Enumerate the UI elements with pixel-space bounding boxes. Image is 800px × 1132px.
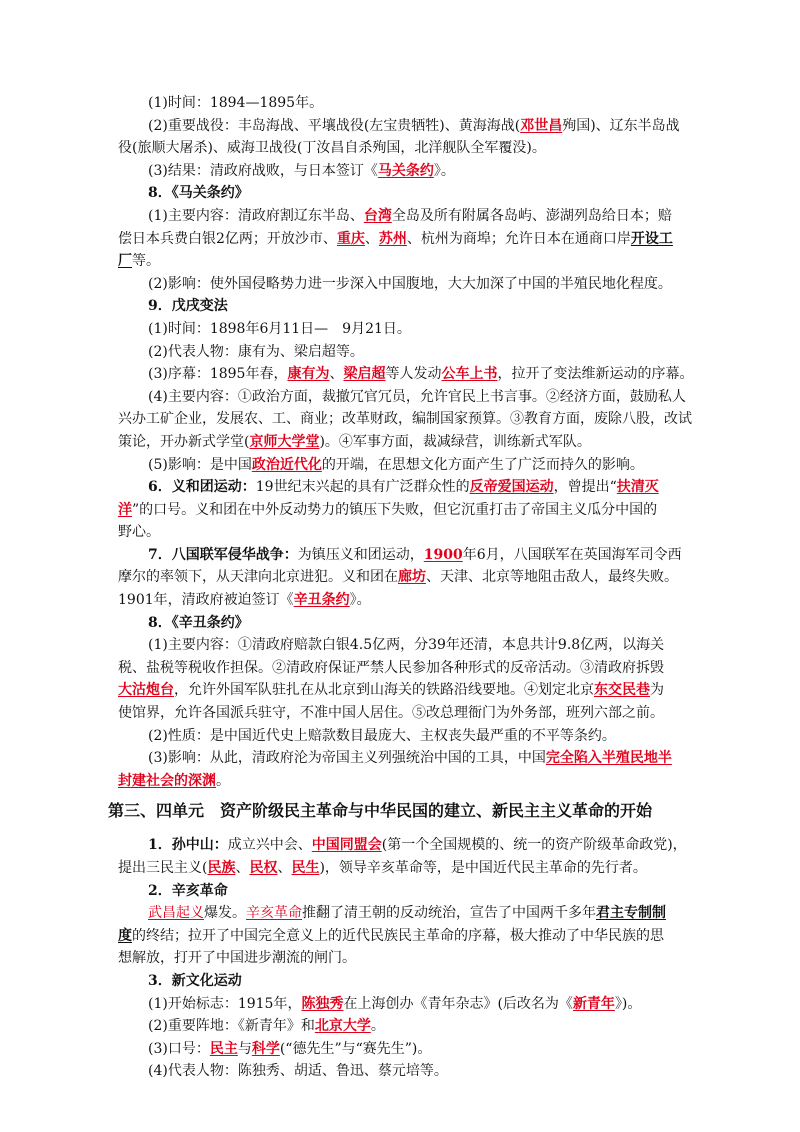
text-segment: 、 — [364, 230, 379, 247]
heading-text: 6．义和团运动： — [148, 479, 256, 496]
text-line — [118, 1038, 718, 1061]
key-term: 苏州 — [378, 230, 407, 247]
text-segment: (“德先生”与“赛先生”)。 — [279, 1040, 432, 1057]
text-line — [118, 589, 718, 612]
text-segment: (1)时间：1894—1895年。 — [148, 95, 324, 111]
text-segment: 19世纪末兴起的具有广泛群众性的 — [255, 479, 470, 496]
text-line — [118, 1060, 718, 1083]
heading-text: 9．戊戌变法 — [148, 298, 228, 315]
text-segment: (3)结果：清政府战败，与日本签订《 — [148, 162, 378, 179]
text-segment: ，允许外国军队驻扎在从北京到山海关的铁路沿线要地。④划定北京 — [174, 682, 594, 699]
text-segment: ”的口号。义和团在中外反动势力的镇压下失败，但它沉重打击了帝国主义瓜分中国的 — [132, 501, 658, 518]
text-segment: (5)影响：是中国 — [148, 456, 252, 473]
text-line — [118, 902, 718, 925]
text-line — [118, 386, 718, 409]
key-term: 武昌起义 — [148, 905, 204, 922]
text-line — [118, 947, 718, 970]
key-term: 洋 — [118, 501, 132, 518]
text-segment: ，拉开了变法维新运动的序幕。 — [497, 366, 694, 383]
text-segment: (3)口号： — [148, 1040, 210, 1057]
text-line — [118, 566, 718, 589]
text-line — [118, 182, 718, 205]
text-segment: (3)序幕：1895年春， — [148, 366, 288, 383]
text-segment: 役(旅顺大屠杀)、威海卫战役(丁汝昌自杀殉国，北洋舰队全军覆没)。 — [118, 140, 546, 157]
text-segment: 兴办工矿企业，发展农、工、商业；改革财政，编制国家预算。③教育方面，废除八股，改试 — [118, 411, 692, 428]
text-segment: (1)开始标志：1915年， — [148, 995, 302, 1012]
key-term: 康有为 — [287, 366, 330, 383]
text-line — [118, 634, 718, 657]
key-term: 1900 — [423, 546, 463, 563]
text-line — [118, 970, 718, 993]
text-segment: 爆发。 — [204, 905, 246, 922]
key-term: 民主 — [209, 1040, 238, 1057]
text-segment: 为镇压义和团运动， — [297, 546, 424, 563]
unit-heading: 第三、四单元 资产阶级民主革命与中华民国的建立、新民主主义革命的开始 — [108, 801, 653, 821]
text-segment: (1)主要内容：清政府割辽东半岛、 — [148, 207, 364, 224]
text-segment: 》)。 — [614, 995, 642, 1012]
key-term: 扶清灭 — [616, 479, 659, 496]
key-term: 台湾 — [363, 207, 392, 224]
heading-text: 8．《辛丑条约》 — [148, 614, 249, 631]
text-segment: 推翻了清王朝的反动统治，宣告了中国两千多年 — [302, 905, 596, 922]
heading-text: 8．《马关条约》 — [148, 185, 249, 202]
text-segment: 》。 — [349, 592, 371, 609]
text-segment: 使馆界，允许各国派兵驻守，不准中国人居住。⑤改总理衙门为外务部，班列六部之前。 — [118, 705, 664, 722]
text-segment: 与 — [237, 1040, 252, 1057]
text-line — [118, 273, 718, 296]
text-line — [118, 454, 718, 477]
key-term: 辛亥革命 — [246, 905, 302, 922]
key-term: 民生 — [291, 860, 320, 876]
text-segment: 殉国)、辽东半岛战 — [562, 117, 680, 134]
text-line — [118, 92, 718, 115]
key-term: 政治近代化 — [251, 456, 322, 473]
heading-text: 3．新文化运动 — [148, 972, 242, 989]
text-line — [118, 521, 718, 544]
key-term: 度 — [118, 927, 132, 944]
key-term: 科学 — [251, 1040, 280, 1057]
key-term: 梁启超 — [343, 366, 386, 383]
text-segment: (1)时间：1898年6月11日— 9月21日。 — [148, 320, 411, 337]
text-line — [118, 499, 718, 522]
text-segment: 偿日本兵费白银2亿两；开放沙市、 — [118, 230, 337, 247]
text-line — [118, 925, 718, 948]
key-term: 北京大学 — [314, 1018, 371, 1035]
text-line — [118, 431, 718, 454]
key-term: 封建社会的深渊 — [118, 772, 216, 789]
text-line — [118, 770, 718, 793]
key-term: 反帝爱国运动 — [469, 479, 554, 496]
text-segment: (2)重要阵地：《新青年》和 — [148, 1018, 315, 1035]
text-segment: (2)性质：是中国近代史上赔款数目最庞大、主权丧失最严重的不平等条约。 — [148, 727, 616, 744]
key-term: 京师大学堂 — [249, 433, 320, 450]
key-term: 完全陷入半殖民地半 — [545, 750, 672, 767]
key-term: 东交民巷 — [594, 682, 650, 699]
key-term: 大沽炮台 — [118, 682, 174, 699]
text-line — [118, 160, 718, 183]
text-line — [118, 205, 718, 228]
text-line — [118, 1015, 718, 1038]
text-segment: 税、盐税等税收作担保。②清政府保证严禁人民参加各种形式的反帝活动。③清政府拆毁 — [118, 659, 664, 676]
text-segment: (2)重要战役：丰岛海战、平壤战役(左宝贵牺牲)、黄海海战( — [148, 117, 521, 134]
text-line — [118, 544, 718, 567]
text-segment: 》。 — [433, 162, 455, 179]
key-term: 开设工 — [630, 230, 673, 247]
key-term: 君主专制制 — [596, 905, 666, 922]
section-second-part — [118, 834, 718, 1083]
text-segment: 等人发动 — [385, 366, 442, 383]
text-segment: 的开端，在思想文化方面产生了广泛而持久的影响。 — [321, 456, 644, 473]
text-line — [118, 679, 718, 702]
text-segment: (1)主要内容：①清政府赔款白银4.5亿两，分39年还清，本息共计9.8亿两，以海关 — [148, 637, 665, 654]
key-term: 民权 — [249, 860, 278, 876]
text-line — [118, 702, 718, 725]
text-segment: 年6月，八国联军在英国海军司令西 — [462, 546, 682, 563]
text-segment: )。④军事方面，裁减绿营，训练新式军队。 — [319, 433, 591, 450]
section-first-part — [118, 92, 718, 792]
key-term: 新青年 — [572, 995, 615, 1012]
key-term: 重庆 — [336, 230, 365, 247]
text-line — [118, 880, 718, 903]
text-line — [118, 341, 718, 364]
text-segment: 、天津、北京等地阻击敌人，最终失败。 — [426, 569, 678, 586]
text-segment: (4)主要内容：①政治方面，裁撤冗官冗员，允许官民上书言事。②经济方面，鼓励私人 — [148, 388, 686, 405]
key-term: 邓世昌 — [520, 117, 563, 134]
text-segment: 成立兴中会、 — [227, 837, 312, 854]
text-line — [118, 993, 718, 1016]
heading-text: 1．孙中山： — [148, 837, 228, 854]
text-line — [118, 408, 718, 431]
text-segment: (第一个全国规模的、统一的资产阶级革命政党)， — [381, 837, 687, 854]
text-segment: 摩尔的率领下，从天津向北京进犯。义和团在 — [118, 569, 398, 586]
heading-text: 2．辛亥革命 — [148, 882, 228, 899]
key-term: 中国同盟会 — [311, 837, 382, 854]
text-line — [118, 834, 718, 857]
key-term: 马关条约 — [377, 162, 434, 179]
text-line — [118, 137, 718, 160]
text-line — [118, 857, 718, 880]
text-line — [118, 363, 718, 386]
text-line — [118, 228, 718, 251]
text-segment: ，曾提出“ — [553, 479, 617, 496]
text-segment: 在上海创办《青年杂志》(后改名为《 — [343, 995, 573, 1012]
key-term: 陈独秀 — [301, 995, 344, 1012]
text-line — [118, 657, 718, 680]
text-segment: 策论，开办新式学堂( — [118, 433, 250, 450]
key-term: 辛丑条约 — [293, 592, 350, 609]
text-segment: 、杭州为商埠；允许日本在通商口岸 — [406, 230, 631, 247]
text-line — [118, 115, 718, 138]
key-term: 厂 — [118, 253, 132, 270]
key-term: 民族 — [207, 860, 236, 876]
text-segment: (2)影响：使外国侵略势力进一步深入中国腹地，大大加深了中国的半殖民地化程度。 — [148, 275, 672, 292]
text-segment: 。 — [216, 772, 230, 789]
text-segment: 提出三民主义( — [118, 860, 208, 876]
key-term: 公车上书 — [441, 366, 498, 383]
heading-text: 7．八国联军侵华战争： — [148, 546, 298, 563]
text-segment: )，领导辛亥革命等，是中国近代民主革命的先行者。 — [319, 860, 647, 876]
text-segment: (2)代表人物：康有为、梁启超等。 — [148, 343, 364, 360]
text-line — [118, 476, 718, 499]
text-line — [118, 725, 718, 748]
text-segment: 、 — [329, 366, 344, 383]
text-segment: 等。 — [132, 253, 160, 270]
text-segment: 野心。 — [118, 524, 160, 541]
text-segment: (3)影响：从此，清政府沦为帝国主义列强统治中国的工具，中国 — [148, 750, 546, 767]
text-segment: 、 — [277, 860, 292, 876]
text-segment: 为 — [650, 682, 664, 699]
text-segment: 全岛及所有附属各岛屿、澎湖列岛给日本；赔 — [391, 207, 672, 224]
text-segment: 1901年，清政府被迫签订《 — [118, 592, 294, 609]
text-line — [118, 318, 718, 341]
text-line — [118, 295, 718, 318]
text-segment: 、 — [235, 860, 250, 876]
text-line — [118, 747, 718, 770]
text-line — [118, 250, 718, 273]
text-segment: 。 — [370, 1018, 385, 1035]
key-term: 廊坊 — [398, 569, 426, 586]
text-segment: (4)代表人物：陈独秀、胡适、鲁迅、蔡元培等。 — [148, 1063, 448, 1080]
text-line — [118, 612, 718, 635]
text-segment: 的终结；拉开了中国完全意义上的近代民族民主革命的序幕，极大推动了中华民族的思 — [132, 927, 664, 944]
text-segment: 想解放，打开了中国进步潮流的闸门。 — [118, 950, 356, 967]
